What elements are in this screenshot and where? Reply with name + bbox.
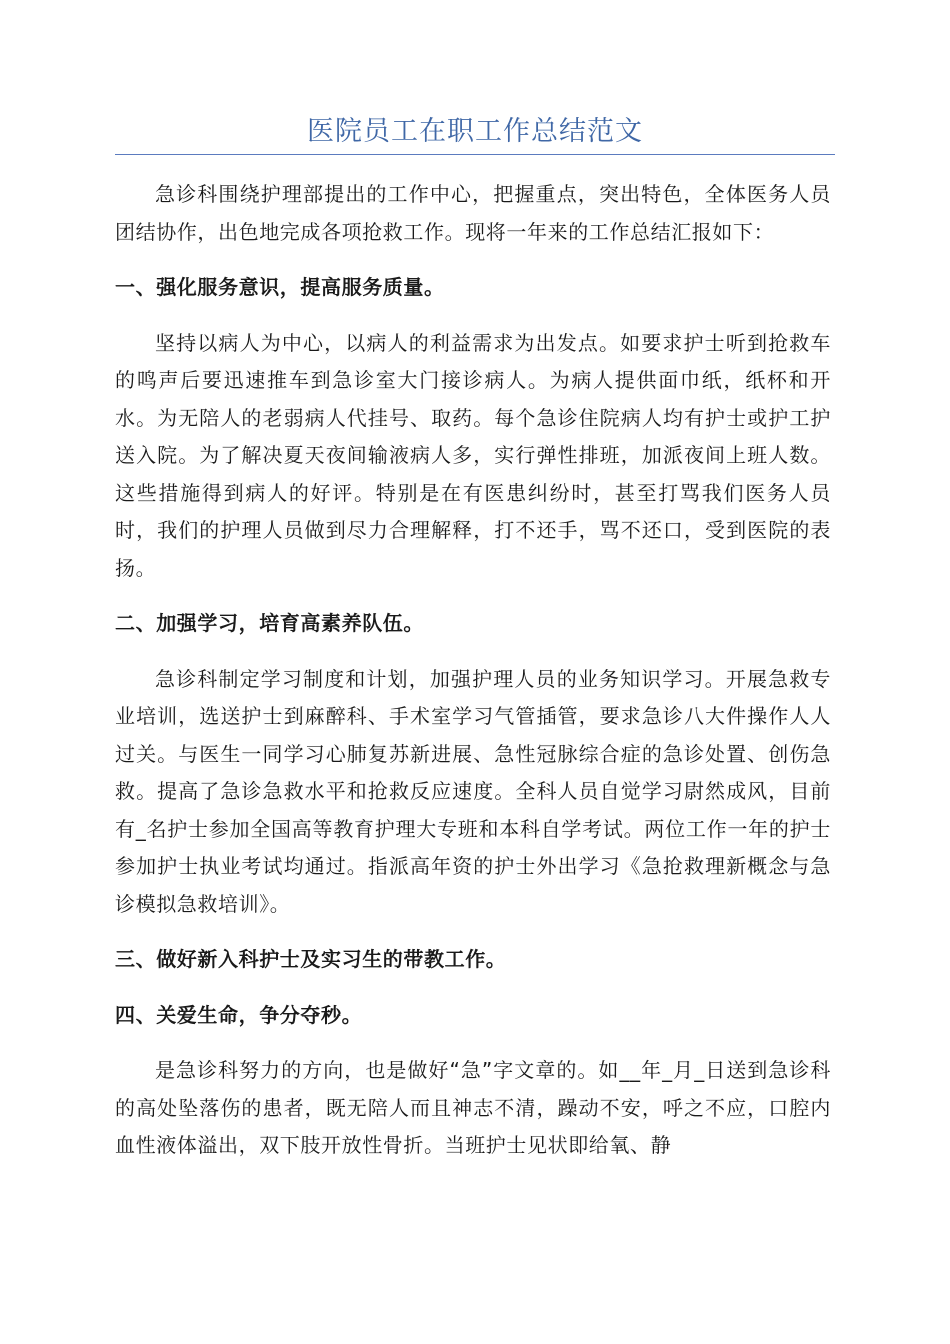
document-body — [115, 176, 831, 1165]
section-3-heading: 三、做好新入科护士及实习生的带教工作。 — [115, 947, 507, 971]
section-4-paragraph: 是急诊科努力的方向，也是做好“急”字文章的。如__年_月_日送到急诊科的高处坠落伤的患者，既无陪人而且神志不清，躁动不安，呼之不应，口腔内血性液体溢出，双下肢开放性骨折。当班护士见状即给氧、静 — [115, 1058, 831, 1157]
section-1-paragraph: 坚持以病人为中心，以病人的利益需求为出发点。如要求护士听到抢救车的鸣声后要迅速推车到急诊室大门接诊病人。为病人提供面巾纸，纸杯和开水。为无陪人的老弱病人代挂号、取药。每个急诊住院病人均有护士或护工护送入院。为了解决夏天夜间输液病人多，实行弹性排班，加派夜间上班人数。这些措施得到病人的好评。特别是在有医患纠纷时，甚至打骂我们医务人员时，我们的护理人员做到尽力合理解释，打不还手，骂不还口，受到医院的表扬。 — [115, 330, 831, 580]
section-2-heading: 二、加强学习，培育高素养队伍。 — [115, 611, 424, 635]
section-1-heading: 一、强化服务意识，提高服务质量。 — [115, 275, 445, 299]
document-title: 医院员工在职工作总结范文 — [307, 116, 643, 147]
title-underline — [115, 154, 835, 155]
section-2-paragraph: 急诊科制定学习制度和计划，加强护理人员的业务知识学习。开展急救专业培训，选送护士到麻醉科、手术室学习气管插管，要求急诊八大件操作人人过关。与医生一同学习心肺复苏新进展、急性冠脉综合症的急诊处置、创伤急救。提高了急诊急救水平和抢救反应速度。全科人员自觉学习尉然成风，目前有_名护士参加全国高等教育护理大专班和本科自学考试。两位工作一年的护士参加护士执业考试均通过。指派高年资的护士外出学习《急抢救理新概念与急诊模拟急救培训》。 — [115, 666, 831, 916]
section-4-heading: 四、关爱生命，争分夺秒。 — [115, 1002, 363, 1027]
intro-paragraph: 急诊科围绕护理部提出的工作中心，把握重点，突出特色，全体医务人员团结协作，出色地完成各项抢救工作。现将一年来的工作总结汇报如下： — [115, 182, 831, 244]
